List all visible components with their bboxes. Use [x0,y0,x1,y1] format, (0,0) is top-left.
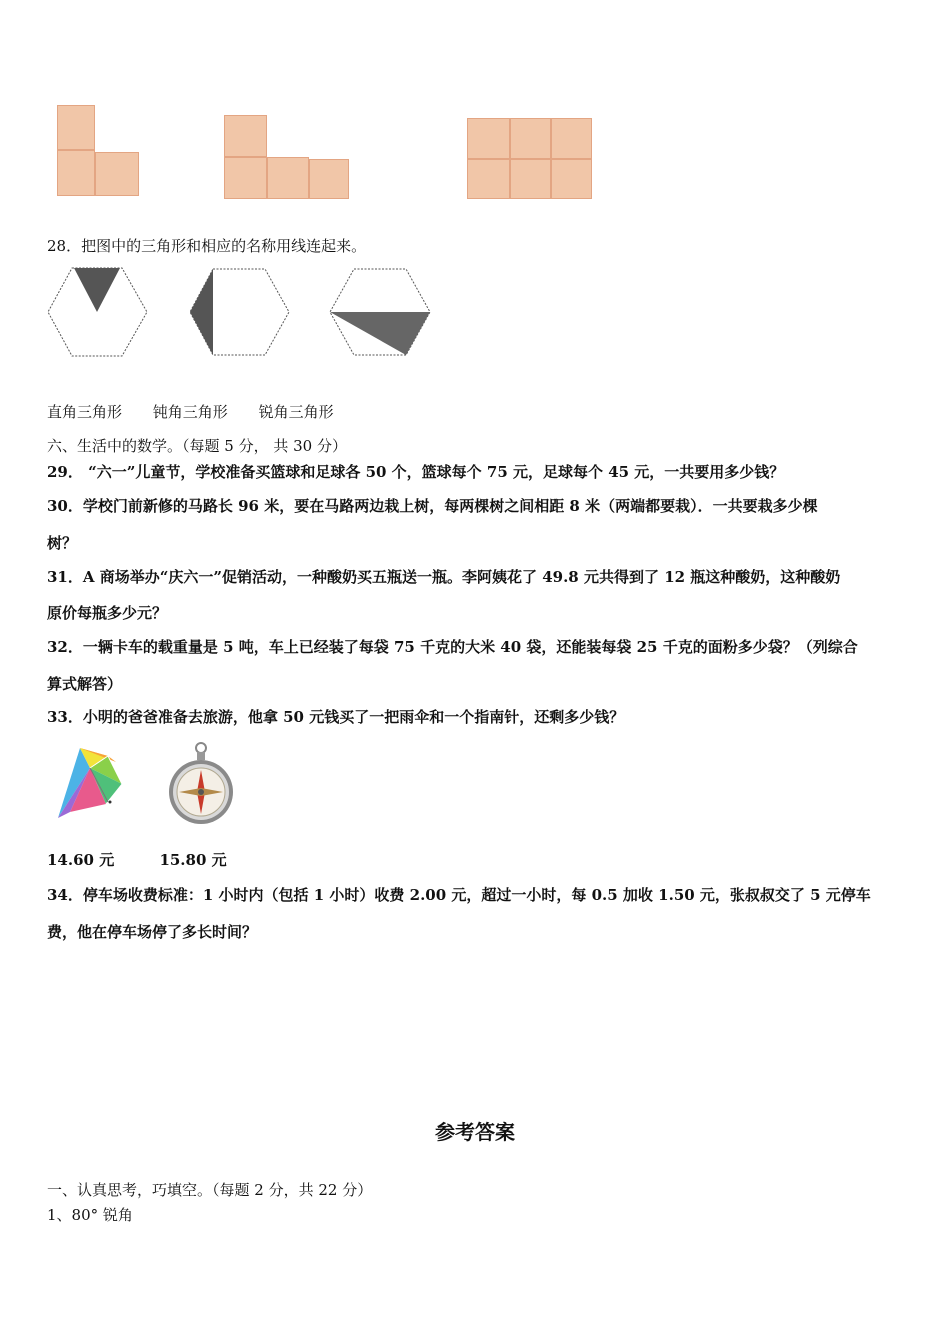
answer-1: 1、80° 锐角 [47,1206,133,1224]
hexagon-1 [48,268,147,356]
question-31-line-2: 原价每瓶多少元？ [47,604,168,622]
figure-3-square [510,118,551,159]
triangle-names [47,402,334,422]
figure-2-square [224,115,267,157]
figure-1-square [95,152,139,196]
umbrella-price: 14.60 元 [47,851,115,869]
figure-2-square [267,157,309,199]
shaded-triangle-3 [330,312,430,355]
compass-price: 15.80 元 [159,851,227,869]
figure-1-square [57,150,95,196]
answers-title: 参考答案 [435,1120,515,1144]
question-30-line-2: 树？ [47,534,78,552]
question-34-line-1: 34．停车场收费标准：1 小时内（包括 1 小时）收费 2.00 元，超过一小时，每 0.5 加收 1.50 元，张叔叔交了 5 元停车 [47,886,871,904]
hexagon-3 [330,269,430,355]
figure-3-square [467,118,510,159]
figure-1-square [57,105,95,150]
shaded-triangle-1 [74,268,120,312]
hexagon-figures [40,262,440,362]
name-obtuse-triangle: 钝角三角形 [152,403,228,421]
question-34-line-2: 费，他在停车场停了多长时间？ [47,923,258,941]
price-labels [47,850,227,870]
compass-icon [163,740,239,828]
question-33: 33．小明的爸爸准备去旅游，他拿 50 元钱买了一把雨伞和一个指南针，还剩多少钱？ [47,708,625,726]
shaded-triangle-2 [190,269,213,355]
question-29: 29． “六一”儿童节，学校准备买篮球和足球各 50 个，篮球每个 75 元，足球每个 45 元，一共要用多少钱？ [47,463,785,481]
question-31-line-1: 31．A 商场举办“庆六一”促销活动，一种酸奶买五瓶送一瓶。李阿姨花了 49.8 元共得到了 12 瓶这种酸奶，这种酸奶 [47,568,841,586]
figure-3-square [551,118,592,159]
question-32-line-1: 32．一辆卡车的载重量是 5 吨，车上已经装了每袋 75 千克的大米 40 袋，还能装每袋 25 千克的面粉多少袋？（列综合 [47,638,858,656]
question-30-line-1: 30．学校门前新修的马路长 96 米，要在马路两边栽上树，每两棵树之间相距 8 米（两端都要栽）．一共要栽多少棵 [47,497,818,515]
question-28: 28．把图中的三角形和相应的名称用线连起来。 [47,237,367,255]
name-acute-triangle: 锐角三角形 [258,403,334,421]
umbrella-icon [50,742,130,824]
question-32-line-2: 算式解答） [47,675,123,693]
figure-3-square [467,159,510,199]
figure-3-square [551,159,592,199]
name-right-triangle: 直角三角形 [47,403,123,421]
hexagon-2 [190,269,289,355]
section-6-heading: 六、生活中的数学。（每题 5 分， 共 30 分） [47,437,347,455]
answers-section-1: 一、认真思考，巧填空。（每题 2 分，共 22 分） [47,1181,373,1199]
figure-2-square [224,157,267,199]
block-figures [0,0,950,210]
figure-3-square [510,159,551,199]
figure-2-square [309,159,349,199]
